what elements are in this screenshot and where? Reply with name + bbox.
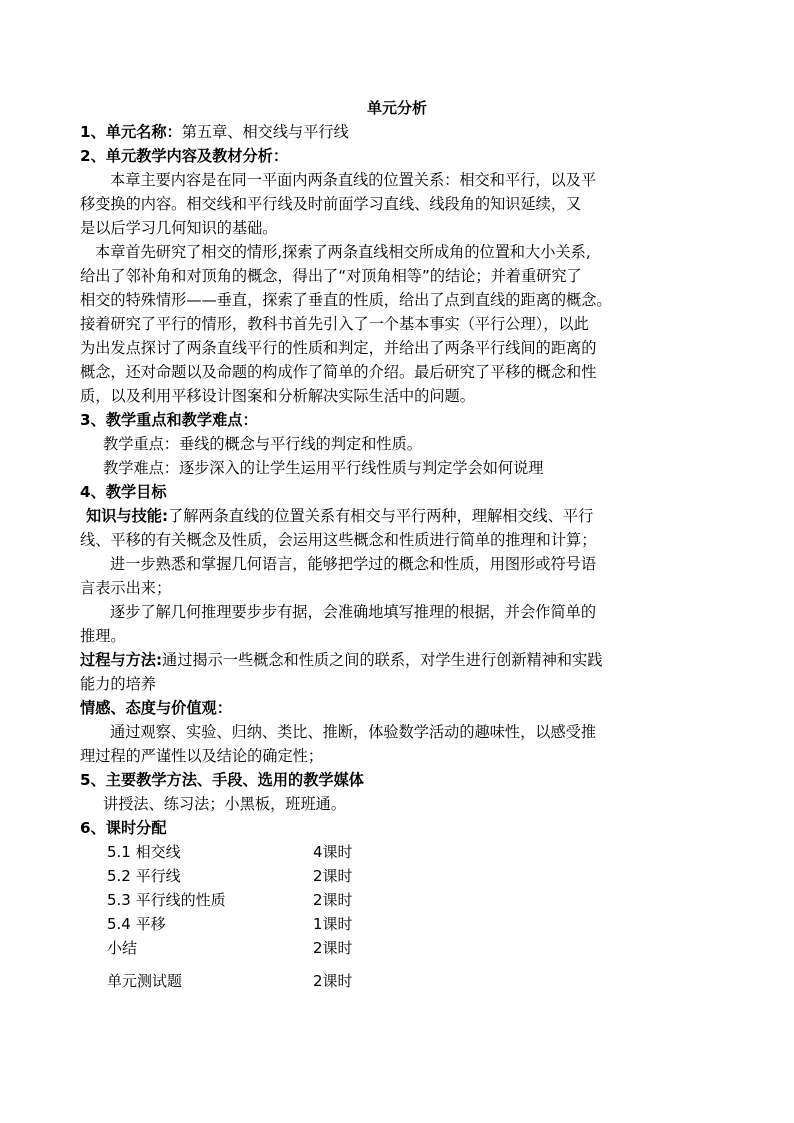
schedule-hours: 4课时	[313, 843, 353, 861]
schedule-hours: 2课时	[313, 867, 353, 885]
section-4-line: 推理。	[80, 627, 126, 645]
section-4-line: 能力的培养	[80, 675, 156, 693]
section-2-line: 概念，还对命题以及命题的构成作了简单的介绍。最后研究了平移的概念和性	[80, 363, 597, 381]
section-6-heading: 6、课时分配	[80, 819, 167, 837]
process-methods	[80, 648, 602, 672]
section-2-line: 相交的特殊情形——垂直，探索了垂直的性质，给出了点到直线的距离的概念。	[80, 291, 612, 309]
section-1-text: 第五章、相交线与平行线	[181, 123, 349, 141]
schedule-item: 5.1 相交线	[107, 843, 181, 861]
section-2-line: 本章首先研究了相交的情形,探索了两条直线相交所成角的位置和大小关系,	[95, 243, 591, 261]
section-5-heading: 5、主要教学方法、手段、选用的教学媒体	[80, 771, 364, 789]
process-methods-text: 通过揭示一些概念和性质之间的联系，对学生进行创新精神和实践	[162, 651, 603, 669]
schedule-item: 小结	[107, 939, 138, 957]
section-1	[80, 120, 349, 144]
section-4-line: 言表示出来；	[80, 579, 172, 597]
section-1-heading: 1、单元名称：	[80, 123, 182, 141]
schedule-hours: 2课时	[313, 891, 353, 909]
section-4-line: 通过观察、实验、归纳、类比、推断，体验数学活动的趣味性，以感受推	[110, 723, 596, 741]
section-4-line: 线、平移的有关概念及性质，会运用这些概念和性质进行简单的推理和计算；	[80, 531, 597, 549]
knowledge-skills-text: 了解两条直线的位置关系有相交与平行两种，理解相交线、平行	[168, 507, 594, 525]
knowledge-skills-label: 知识与技能:	[86, 507, 169, 525]
section-3-heading: 3、教学重点和教学难点：	[80, 411, 258, 429]
section-4-heading: 4、教学目标	[80, 483, 167, 501]
schedule-hours: 1课时	[313, 915, 353, 933]
schedule-hours: 2课时	[313, 972, 353, 990]
section-2-line: 是以后学习几何知识的基础。	[80, 219, 278, 237]
schedule-item: 单元测试题	[107, 972, 183, 990]
section-4-line: 理过程的严谨性以及结论的确定性；	[80, 747, 323, 765]
teaching-focus: 教学重点：垂线的概念与平行线的判定和性质。	[103, 435, 422, 453]
page-title: 单元分析	[366, 99, 427, 117]
section-2-line: 给出了邻补角和对顶角的概念，得出了“对顶角相等”的结论；并着重研究了	[80, 267, 582, 285]
section-2-line: 本章主要内容是在同一平面内两条直线的位置关系：相交和平行，以及平	[110, 171, 596, 189]
section-4-line: 进一步熟悉和掌握几何语言，能够把学过的概念和性质，用图形或符号语	[110, 555, 596, 573]
section-2-line: 接着研究了平行的情形，教科书首先引入了一个基本事实（平行公理），以此	[80, 315, 589, 333]
section-2-heading: 2、单元教学内容及教材分析：	[80, 147, 289, 165]
section-4-line: 逐步了解几何推理要步步有据，会准确地填写推理的根据，并会作简单的	[110, 603, 596, 621]
schedule-item: 5.3 平行线的性质	[107, 891, 226, 909]
section-2-line: 为出发点探讨了两条直线平行的性质和判定，并给出了两条平行线间的距离的	[80, 339, 597, 357]
emotion-label: 情感、态度与价值观：	[80, 699, 232, 717]
section-5-text: 讲授法、练习法；小黑板，班班通。	[103, 795, 346, 813]
schedule-item: 5.4 平移	[107, 915, 166, 933]
section-2-line: 质，以及利用平移设计图案和分析解决实际生活中的问题。	[80, 387, 475, 405]
teaching-difficulty: 教学难点：逐步深入的让学生运用平行线性质与判定学会如何说理	[103, 459, 544, 477]
process-methods-label: 过程与方法:	[80, 651, 163, 669]
schedule-item: 5.2 平行线	[107, 867, 181, 885]
knowledge-skills	[86, 504, 593, 528]
section-2-line: 移变换的内容。相交线和平行线及时前面学习直线、线段角的知识延续，又	[80, 195, 582, 213]
schedule-hours: 2课时	[313, 939, 353, 957]
